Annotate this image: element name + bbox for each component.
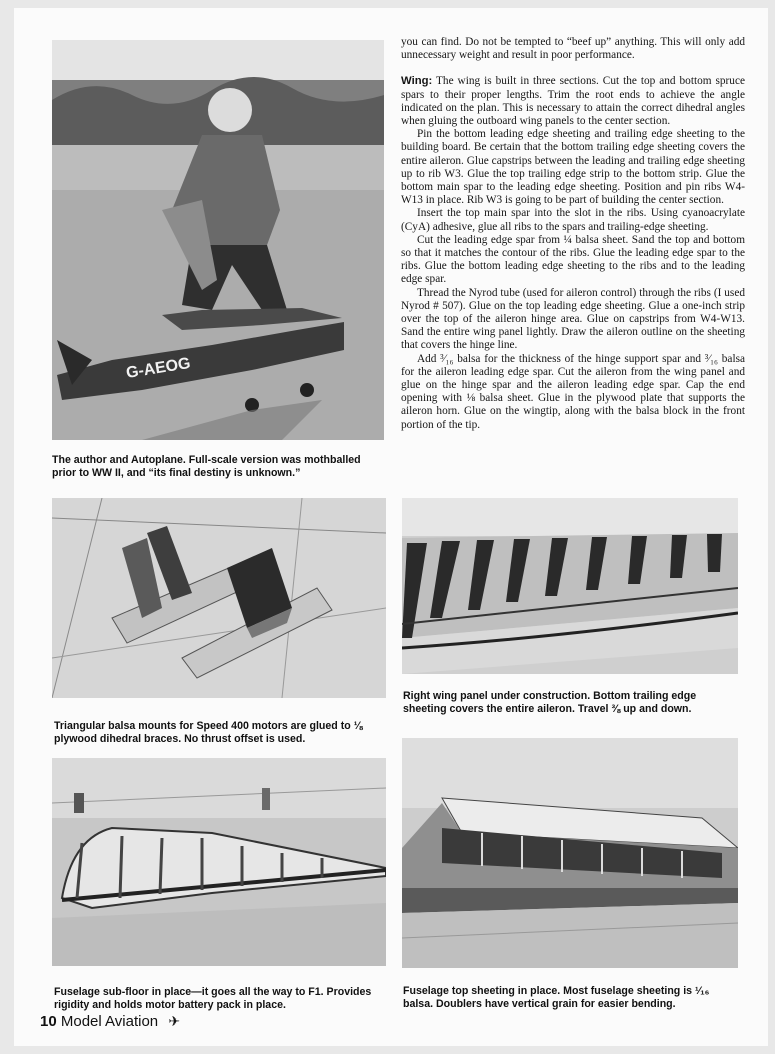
author-photo (52, 40, 384, 440)
paragraph: Wing: The wing is built in three sections. Cut the top and bottom spruce spars to their proper lengths. Trim the root ends to achieve the angle indicated on the plan. This is necessary to attain the correct dihedral angles when gluing the outboard wing panels to the center section. (401, 75, 745, 128)
subfloor-photo-caption: Fuselage sub-floor in place—it goes all the way to F1. Provides rigidity and holds motor battery pack in place. (54, 986, 372, 1011)
page-number: 10 (40, 1013, 57, 1030)
wing-heading: Wing: (401, 75, 433, 88)
page-footer (40, 1013, 180, 1030)
paragraph: Add ³⁄₁₆ balsa for the thickness of the hinge support spar and ³⁄₁₆ balsa for the aileron leading edge spar. Cut the aileron from the wing panel and glue on the hinge spar and the aileron leading edge spar. Cap the end opening with ⅛ balsa sheet. Glue in the plywood plate that supports the aileron horn. Glue on the wingtip, along with the balsa block in the front portion of the tip. (401, 352, 745, 431)
mounts-photo (52, 498, 386, 698)
wing-panel-photo-caption: Right wing panel under construction. Bottom trailing edge sheeting covers the entire aileron. Travel ⅜ up and down. (403, 690, 697, 715)
paragraph: you can find. Do not be tempted to “beef up” anything. This will only add unnecessary weight and result in poor performance. (401, 36, 745, 62)
paragraph: Pin the bottom leading edge sheeting and trailing edge sheeting to the building board. Be certain that the bottom trailing edge sheeting covers the entire aileron. Glue capstrips between the leading and trailing edge sheeting up to rib W3. Glue the top trailing edge strip to the bottom strip. Glue the bottom main spar to the leading edge sheeting. Position and pin ribs W4-W13 in place. Rib W3 is going to be part of building the center section. (401, 128, 745, 207)
paragraph: Insert the top main spar into the slot in the ribs. Using cyanoacrylate (CyA) adhesive, glue all ribs to the spars and trailing-edge sheeting. (401, 207, 745, 233)
mounts-photo-caption: Triangular balsa mounts for Speed 400 motors are glued to ⅛ plywood dihedral braces. No thrust offset is used. (54, 720, 363, 745)
registration-text: G-AEOG (124, 355, 192, 382)
article-body (401, 36, 745, 432)
paragraph: Cut the leading edge spar from ¼ balsa sheet. Sand the top and bottom so that it matches the contour of the ribs. Glue the leading edge spar to the ribs. Glue the bottom leading edge sheeting to the ribs and to the leading edge spar. (401, 233, 745, 286)
top-sheeting-photo-caption: Fuselage top sheeting in place. Most fuselage sheeting is ¹⁄₁₆ balsa. Doublers have vertical grain for easier bending. (403, 985, 710, 1010)
top-sheeting-photo (402, 738, 738, 968)
paragraph: Thread the Nyrod tube (used for aileron control) through the ribs (I used Nyrod # 507). Glue on the top leading edge sheeting. Glue a one-inch strip over the top of the aileron hinge area. Glue on capstrips from W4-W13. Sand the entire wing panel lightly. Draw the aileron outline on the sheeting that covers the hinge line. (401, 286, 745, 352)
author-photo-caption: The author and Autoplane. Full-scale version was mothballed prior to WW II, and “its final destiny is unknown.” (52, 454, 361, 479)
magazine-title: Model Aviation (60, 1013, 159, 1030)
subfloor-photo (52, 758, 386, 966)
magazine-page (14, 8, 768, 1046)
airplane-icon: ✈ (168, 1013, 181, 1029)
wing-panel-photo (402, 498, 738, 674)
